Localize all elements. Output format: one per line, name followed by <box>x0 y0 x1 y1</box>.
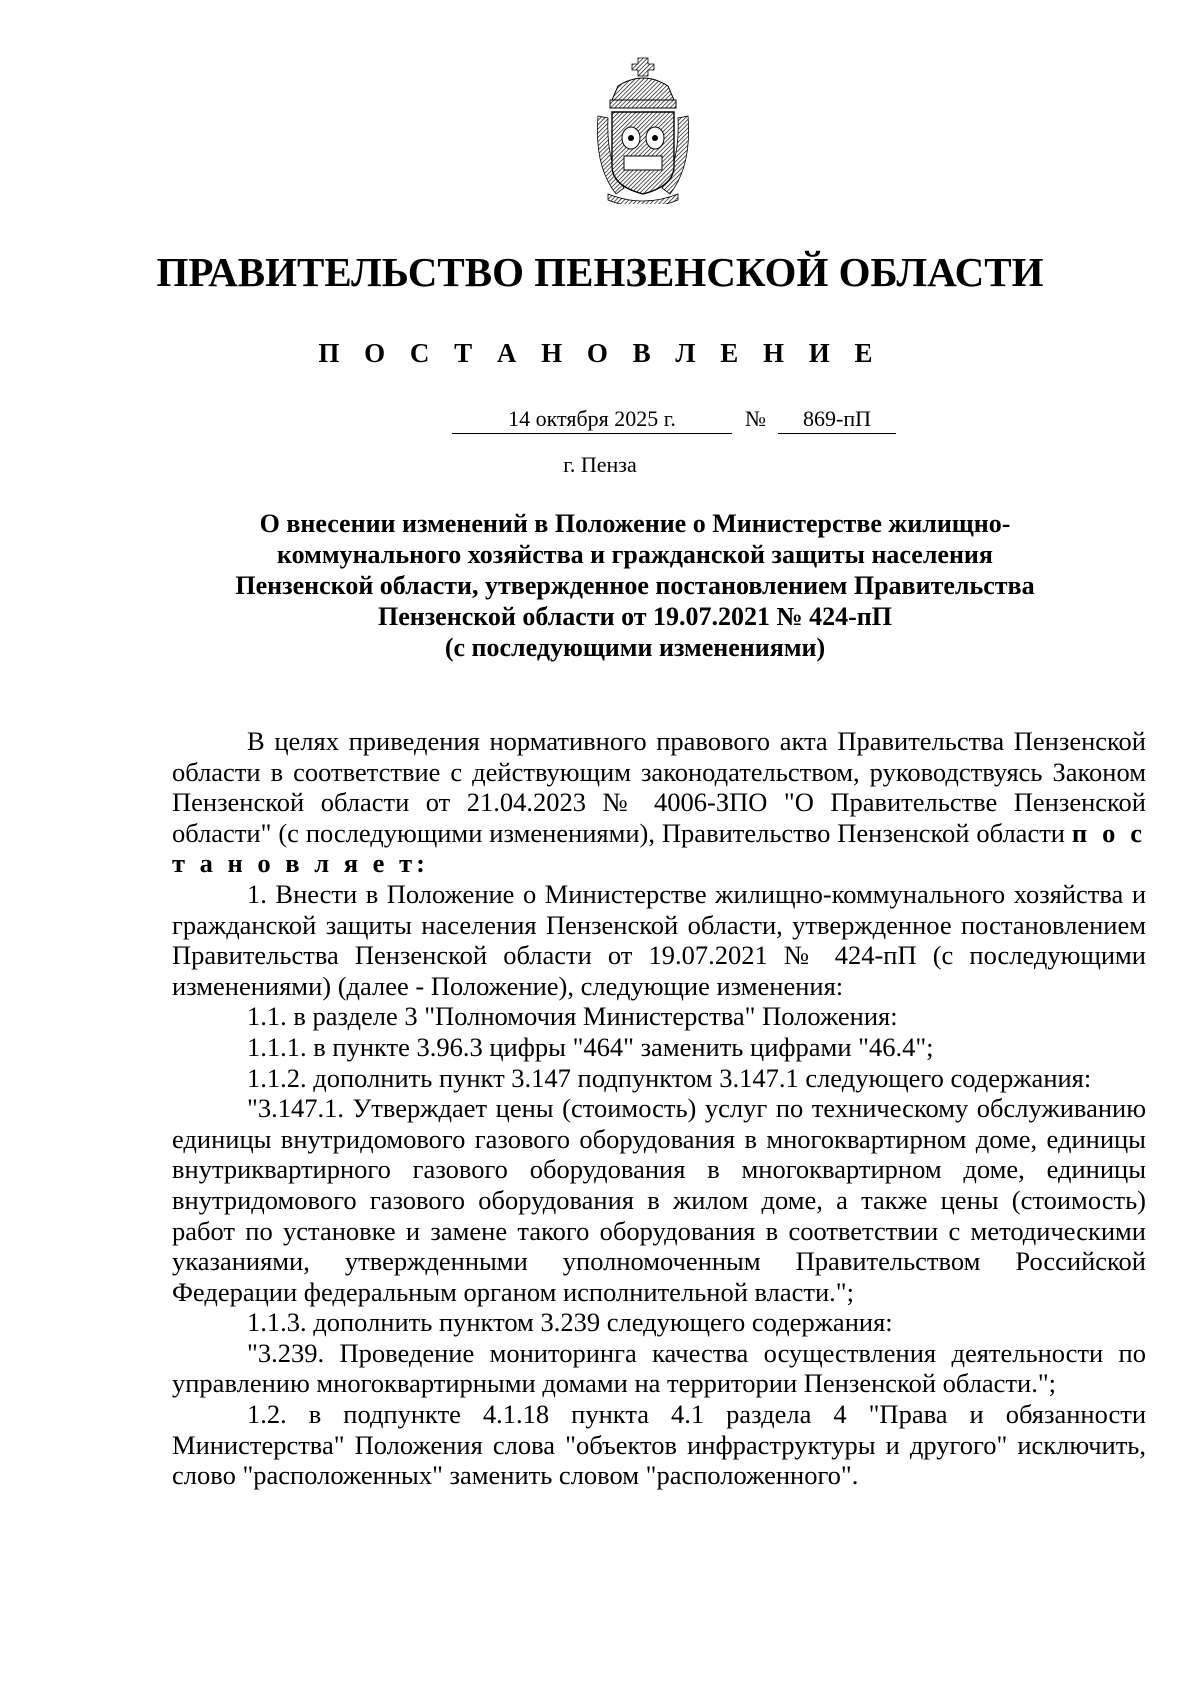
subject-line: Пензенской области, утвержденное постановлением Правительства <box>235 571 1035 600</box>
government-title: ПРАВИТЕЛЬСТВО ПЕНЗЕНСКОЙ ОБЛАСТИ <box>156 249 1044 295</box>
paragraph: 1.2. в подпункте 4.1.18 пункта 4.1 раздела 4 "Права и обязанности Министерства" Положения слова "объектов инфраструктуры и другого" исключить, слово "расположенных" заменить словом "расположенного". <box>172 1399 1146 1491</box>
paragraph: 1.1.3. дополнить пунктом 3.239 следующего содержания: <box>247 1307 893 1338</box>
number-sign: № <box>745 406 766 431</box>
document-type: П О С Т А Н О В Л Е Н И Е <box>318 338 882 368</box>
coat-of-arms-icon <box>594 56 692 204</box>
document-date: 14 октября 2025 г. <box>452 406 732 434</box>
paragraph: 1.1.1. в пункте 3.96.3 цифры "464" заменить цифрами "46.4"; <box>247 1031 934 1062</box>
date-number-line <box>0 406 1200 446</box>
quoted-paragraph: "3.147.1. Утверждает цены (стоимость) услуг по техническому обслуживанию единицы внутридомового газового оборудования в многоквартирном доме, единицы внутриквартирного газового оборудования в многоквартирном доме, единицы внутридомового газового оборудования в жилом доме, а также цены (стоимость) работ по установке и замене такого оборудования в соответствии с методическими указаниями, утвержденными уполномоченным Правительством Российской Федерации федеральным органом исполнительной власти."; <box>172 1093 1146 1307</box>
subject-line: (с последующими изменениями) <box>444 633 826 662</box>
preamble-text: В целях приведения нормативного правового акта Правительства Пензенской области в соответствие с действующим законодательством, руководствуясь Законом Пензенской области от 21.04.2023 № 4006-ЗПО "О Правительстве Пензенской области" (с последующими изменениями), Правительство Пензенской области <box>172 726 1146 848</box>
document-number: 869-пП <box>778 406 896 434</box>
resolves-word: п о с т а н о в л я е т: <box>172 817 1147 879</box>
document-body <box>172 726 1146 1491</box>
document-subject <box>200 508 1070 663</box>
subject-line: О внесении изменений в Положение о Министерстве жилищно- <box>259 509 1011 538</box>
subject-line: Пензенской области от 19.07.2021 № 424-пП <box>377 602 893 631</box>
preamble-paragraph <box>172 726 1146 879</box>
subject-line: коммунального хозяйства и гражданской защиты населения <box>277 540 993 569</box>
city: г. Пенза <box>563 452 637 477</box>
paragraph: 1.1. в разделе 3 "Полномочия Министерства" Положения: <box>247 1001 898 1032</box>
paragraph: 1.1.2. дополнить пункт 3.147 подпунктом 3.147.1 следующего содержания: <box>247 1062 1092 1093</box>
paragraph: 1. Внести в Положение о Министерстве жилищно-коммунального хозяйства и гражданской защиты населения Пензенской области, утвержденное постановлением Правительства Пензенской области от 19.07.2021 № 424-пП (с последующими изменениями) (далее - Положение), следующие изменения: <box>172 878 1146 1001</box>
quoted-paragraph: "3.239. Проведение мониторинга качества осуществления деятельности по управлению многоквартирными домами на территории Пензенской области."; <box>172 1337 1146 1399</box>
